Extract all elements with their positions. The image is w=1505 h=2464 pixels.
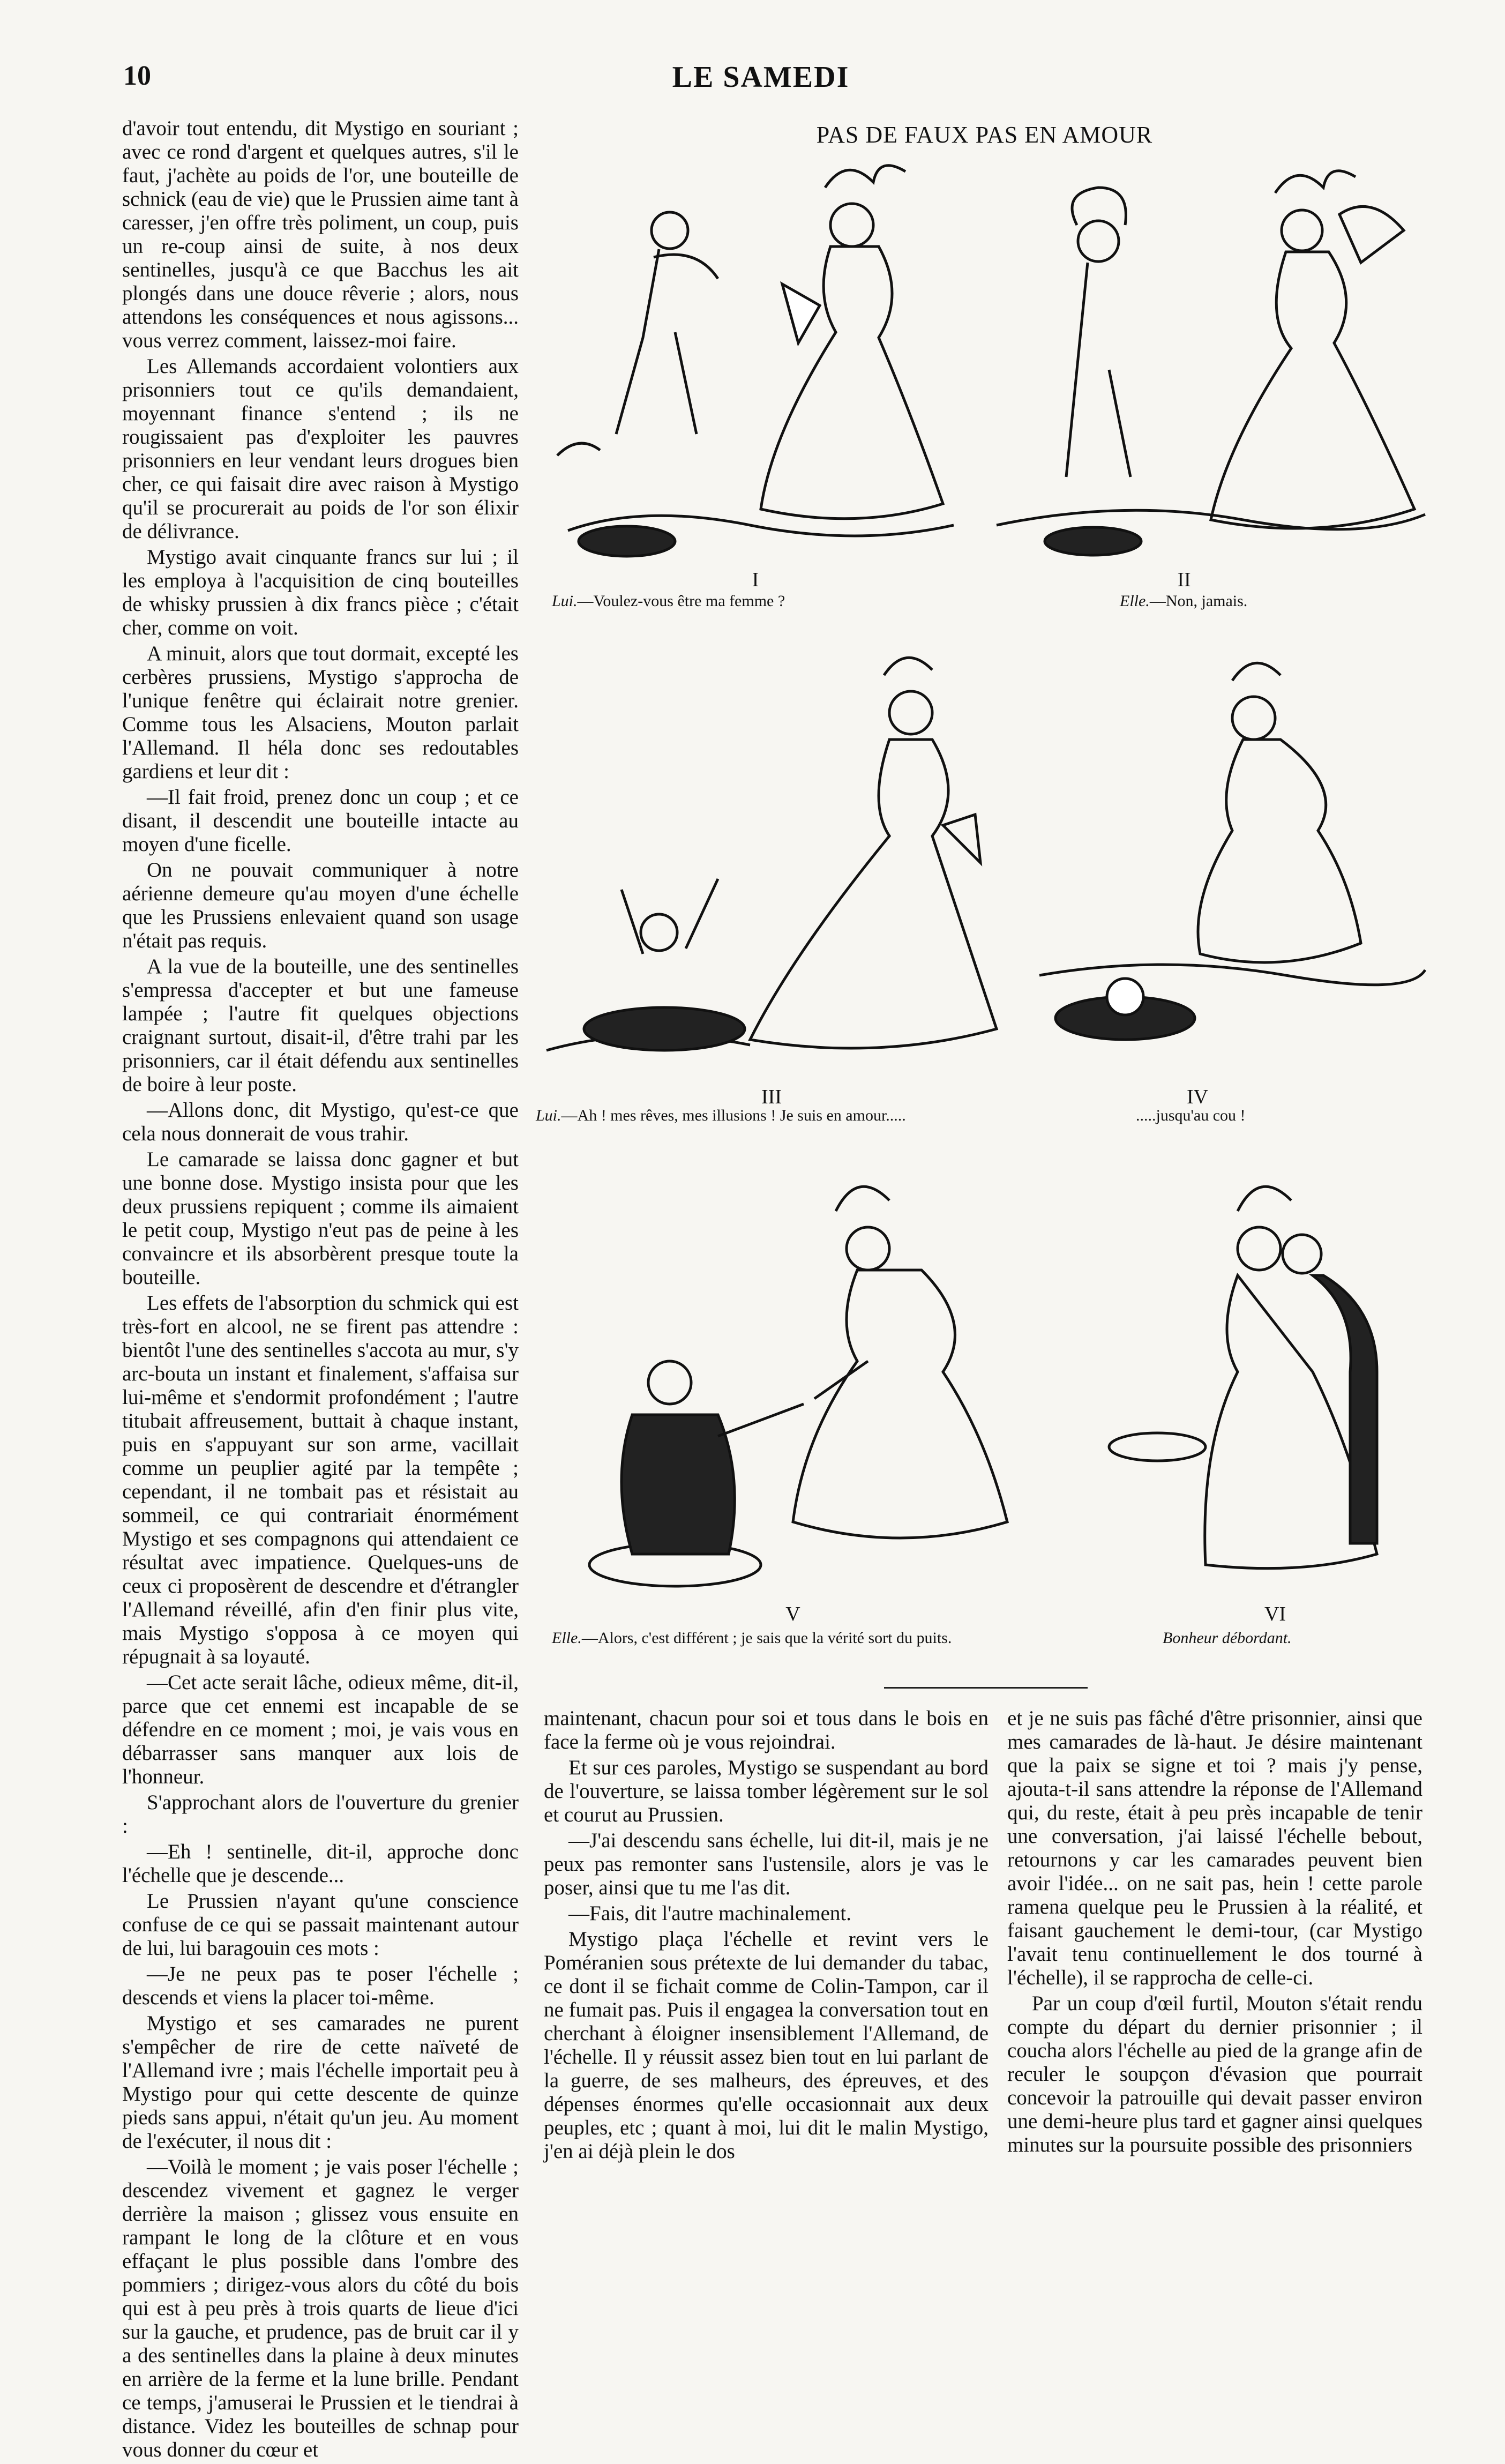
cartoon-panel-4-illustration (1029, 654, 1431, 1082)
paragraph: A minuit, alors que tout dormait, excepté les cerbères prussiens, Mystigo s'approcha de l'unique fenêtre qui éclairait notre grenier. Comme tous les Alsaciens, Mouton parlait l'Allemand. Il héla donc ses redoutables gardiens et leur dit : (122, 642, 519, 783)
paragraph: A la vue de la bouteille, une des sentinelles s'empressa d'accepter et but une fameuse lampée ; l'autre fit quelques objections craignant surtout, disait-il, d'être trahi par les prisonniers, car il était défendu aux sentinelles de boire à leur poste. (122, 955, 519, 1096)
panel-caption (1163, 1629, 1431, 1647)
panel-numeral: VI (1264, 1603, 1286, 1625)
masthead: LE SAMEDI (672, 61, 850, 94)
paragraph: —Cet acte serait lâche, odieux même, dit-il, parce que cet ennemi est incapable de se défendre en ce moment ; moi, je vais vous en débarrasser sans manquer aux lois de l'honneur. (122, 1671, 519, 1788)
paragraph: —Fais, dit l'autre machinalement. (568, 1902, 851, 1925)
paragraph: Mystigo plaça l'échelle et revint vers le Poméranien sous prétexte de lui demander du tabac, ce dont il se fichait comme de Colin-Tampon, car il ne fumait pas. Puis il engagea la conversation tout en cherchant à éloigner insensiblement l'Allemand, de l'échelle. Il y réussit assez bien tout en lui parlant de la guerre, de ses malheurs, des épreuves, et des dépenses énormes qu'elle occasionnait aux deux peuples, etc ; quant à moi, lui dit le malin Mystigo, j'en ai déjà plein le dos (544, 1928, 989, 2163)
panel-caption (1136, 1107, 1350, 1125)
panel-numeral: V (785, 1603, 800, 1625)
caption-text: .....jusqu'au cou ! (1136, 1107, 1246, 1124)
paragraph: Les Allemands accordaient volontiers aux prisonniers tout ce qu'ils demandaient, moyennant finance s'entend ; ils ne rougissaient pas d'exploiter les pauvres prisonniers en leur vendant leurs drogues bien cher, ce qui faisait dire avec raison à Mystigo qu'il se procurerait au poids de l'or son élixir de délivrance. (122, 355, 519, 543)
cartoon-title: PAS DE FAUX PAS EN AMOUR (816, 122, 1153, 148)
paragraph: maintenant, chacun pour soi et tous dans le bois en face la ferme où je vous rejoindrai. (544, 1707, 989, 1753)
article-middle-column (544, 1707, 989, 2166)
cartoon-panel-6-illustration (1098, 1147, 1431, 1592)
paragraph: S'approchant alors de l'ouverture du grenier : (122, 1791, 519, 1838)
cartoon-panel-2-illustration (986, 155, 1431, 563)
man-proposing-illustration (536, 155, 975, 563)
caption-text: —Non, jamais. (1149, 592, 1248, 610)
caption-text: Bonheur débordant. (1163, 1629, 1292, 1647)
caption-text: —Voulez-vous être ma femme ? (577, 592, 785, 610)
article-right-column (1007, 1707, 1422, 2159)
paragraph: Et sur ces paroles, Mystigo se suspendant au bord de l'ouverture, se laissa tomber légèrement sur le sol et courut au Prussien. (544, 1756, 989, 1826)
cartoon-panel-1-illustration (536, 155, 975, 563)
paragraph: —J'ai descendu sans échelle, lui dit-il, mais je ne peux pas remonter sans l'ustensile, alors je vas le poser, ainsi que tu me l'as dit. (544, 1829, 989, 1899)
paragraph: Par un coup d'œil furtil, Mouton s'était rendu compte du départ du dernier prisonnier ; il coucha alors l'échelle au pied de la grange afin de reculer le soupçon d'évasion que pourrait concevoir la patrouille qui devait passer environ une demi-heure plus tard et gagner ainsi quelques minutes sur la poursuite possible des prisonniers (1007, 1992, 1422, 2156)
panel-numeral: IV (1186, 1086, 1209, 1108)
paragraph: —Je ne peux pas te poser l'échelle ; descends et viens la placer toi-même. (122, 1962, 519, 2009)
woman-pulling-man-from-well-illustration (568, 1147, 1050, 1592)
woman-refusing-illustration (986, 155, 1431, 563)
man-falling-in-well-illustration (536, 654, 1029, 1082)
paragraph: Mystigo avait cinquante francs sur lui ; il les employa à l'acquisition de cinq bouteilles de whisky prussien à dix francs pièce ; c'était cher, comme on voit. (122, 546, 519, 639)
caption-speaker: Elle. (1120, 592, 1150, 610)
caption-speaker: Lui. (552, 592, 578, 610)
man-in-well-to-neck-illustration (1029, 654, 1431, 1082)
paragraph: —Allons donc, dit Mystigo, qu'est-ce que cela nous donnerait de vous trahir. (122, 1099, 519, 1145)
paragraph: d'avoir tout entendu, dit Mystigo en souriant ; avec ce rond d'argent et quelques autres, s'il le faut, j'achète au poids de l'or, une bouteille de schnick (eau de vie) que le Prussien aime tant à caresser, j'en offre très poliment, un coup, puis un re-coup ainsi de suite, à nos deux sentinelles, jusqu'à ce que Bacchus les ait plongés dans une douce rêverie ; alors, nous attendons les conséquences et nous agissons... vous verrez comment, laissez-moi faire. (122, 117, 519, 352)
paragraph: Les effets de l'absorption du schmick qui est très-fort en alcool, ne se firent pas attendre : bientôt l'une des sentinelles s'accota au mur, s'y arc-bouta un instant et finalement, s'affaisa sur lui-même et s'endormit profondément ; l'autre titubait affreusement, buttait à chaque instant, puis en s'appuyant sur son arme, vacillait comme un peuplier agité par la tempête ; cependant, il ne tombait pas et résistait au sommeil, ce qui contrariait énormément Mystigo et ses compagnons qui attendaient ce résultat avec impatience. Quelques-uns de ceux ci proposèrent de descendre et d'étrangler l'Allemand réveillé, afin d'en finir plus vite, mais Mystigo s'opposa à ce moyen qui répugnait à sa loyauté. (122, 1291, 519, 1668)
paragraph: Le Prussien n'ayant qu'une conscience confuse de ce qui se passait maintenant autour de lui, lui baragouin ces mots : (122, 1890, 519, 1960)
paragraph: On ne pouvait communiquer à notre aérienne demeure qu'au moyen d'une échelle que les Prussiens enlevaient quand son usage n'était pas requis. (122, 858, 519, 952)
panel-numeral: III (761, 1086, 782, 1108)
caption-text: —Alors, c'est différent ; je sais que la vérité sort du puits. (581, 1629, 952, 1647)
panel-caption (1120, 592, 1334, 610)
panel-caption (552, 1629, 1088, 1647)
cartoon-panel-5-illustration (568, 1147, 1050, 1592)
cartoon-panel-3-illustration (536, 654, 1029, 1082)
section-divider (884, 1687, 1088, 1689)
panel-numeral: I (752, 569, 759, 591)
paragraph: et je ne suis pas fâché d'être prisonnier, ainsi que mes camarades de là-haut. Je désire maintenant que la paix se signe et toi ? mais j'y pense, ajouta-t-il sans attendre la réponse de l'Allemand qui, du reste, était à peu près incapable de tenir une conversation, j'ai laissé l'échelle bebout, retournons y car les camarades peuvent bien avoir l'idée... on ne sait pas, hein ! cette parole ramena quelque peu le Prussien à la réalité, et faisant gauchement le demi-tour, (car Mystigo l'avait tenu continuellement le dos tourné à l'échelle), il se rapprocha de celle-ci. (1007, 1707, 1422, 1989)
paragraph: —Il fait froid, prenez donc un coup ; et ce disant, il descendit une bouteille intacte au moyen d'une ficelle. (122, 786, 519, 856)
article-left-column (122, 117, 519, 2464)
paragraph: —Voilà le moment ; je vais poser l'échelle ; descendez vivement et gagnez le verger derrière la maison ; glissez vous ensuite en rampant le long de la clôture et en vous effaçant le plus possible dans l'ombre des pommiers ; dirigez-vous alors du côté du bois qui est à peu près à trois quarts de lieue d'ici sur la gauche, et prudence, pas de bruit car il y a des sentinelles dans la plaine à deux minutes en arrière de la ferme et la lune brille. Pendant ce temps, j'amuserai le Prussien et le tiendrai à distance. Videz les bouteilles de schnap pour vous donner du cœur et (122, 2155, 519, 2461)
caption-text: —Ah ! mes rêves, mes illusions ! Je suis en amour..... (561, 1107, 906, 1124)
panel-numeral: II (1177, 569, 1191, 591)
caption-speaker: Elle. (552, 1629, 582, 1647)
panel-caption (536, 1107, 1007, 1125)
page-number: 10 (123, 61, 151, 91)
caption-speaker: Lui. (536, 1107, 561, 1124)
panel-caption (552, 592, 980, 610)
couple-embracing-illustration (1098, 1147, 1431, 1592)
paragraph: Mystigo et ses camarades ne purent s'empêcher de rire de cette naïveté de l'Allemand ivre ; mais l'échelle importait peu à Mystigo pour qui cette descente de quinze pieds sans appui, n'était qu'un jeu. Au moment de l'exécuter, il nous dit : (122, 2012, 519, 2153)
paragraph: Le camarade se laissa donc gagner et but une bonne dose. Mystigo insista pour que les deux prussiens repiquent ; comme ils aimaient le petit coup, Mystigo n'eut pas de peine à les convaincre et ils absorbèrent presque toute la bouteille. (122, 1148, 519, 1289)
paragraph: —Eh ! sentinelle, dit-il, approche donc l'échelle que je descende... (122, 1840, 519, 1887)
